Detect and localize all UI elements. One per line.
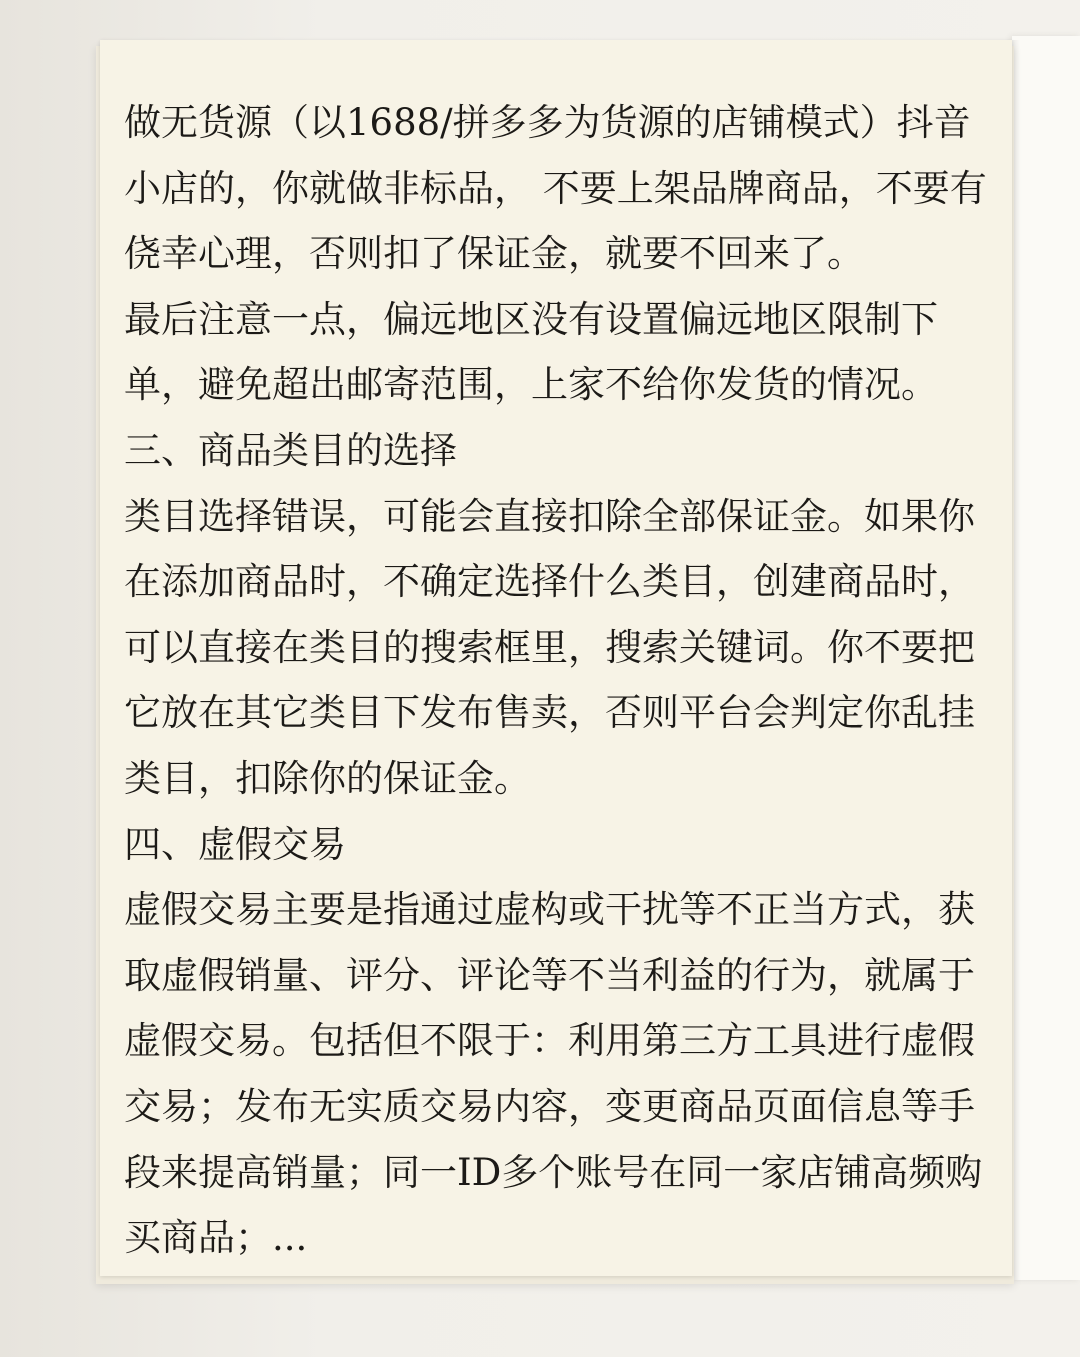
section-heading-category: 三、商品类目的选择 — [124, 428, 457, 472]
paragraph-fake-transactions: 虚假交易主要是指通过虚构或干扰等不正当方式，获取虚假销量、评分、评论等不当利益的行为，就属于虚假交易。包括但不限于：利用第三方工具进行虚假交易；发布无实质交易内容，变更商品页面信息等手段来提高销量；同一ID多个账号在同一家店铺高频购买商品；... — [124, 888, 983, 1260]
next-page-edge — [1012, 36, 1080, 1280]
page-text — [124, 90, 1000, 1271]
paragraph-intro: 做无货源（以1688/拼多多为货源的店铺模式）抖音小店的，你就做非标品， 不要上架品牌商品，不要有侥幸心理，否则扣了保证金，就要不回来了。 — [124, 101, 987, 276]
notebook-page — [100, 40, 1012, 1276]
paragraph-category: 类目选择错误，可能会直接扣除全部保证金。如果你在添加商品时，不确定选择什么类目，创建商品时，可以直接在类目的搜索框里，搜索关键词。你不要把它放在其它类目下发布售卖，否则平台会判定你乱挂类目，扣除你的保证金。 — [124, 494, 975, 800]
paragraph-remote-areas: 最后注意一点，偏远地区没有设置偏远地区限制下单，避免超出邮寄范围，上家不给你发货的情况。 — [124, 297, 938, 407]
section-heading-fake-transactions: 四、虚假交易 — [124, 822, 346, 866]
